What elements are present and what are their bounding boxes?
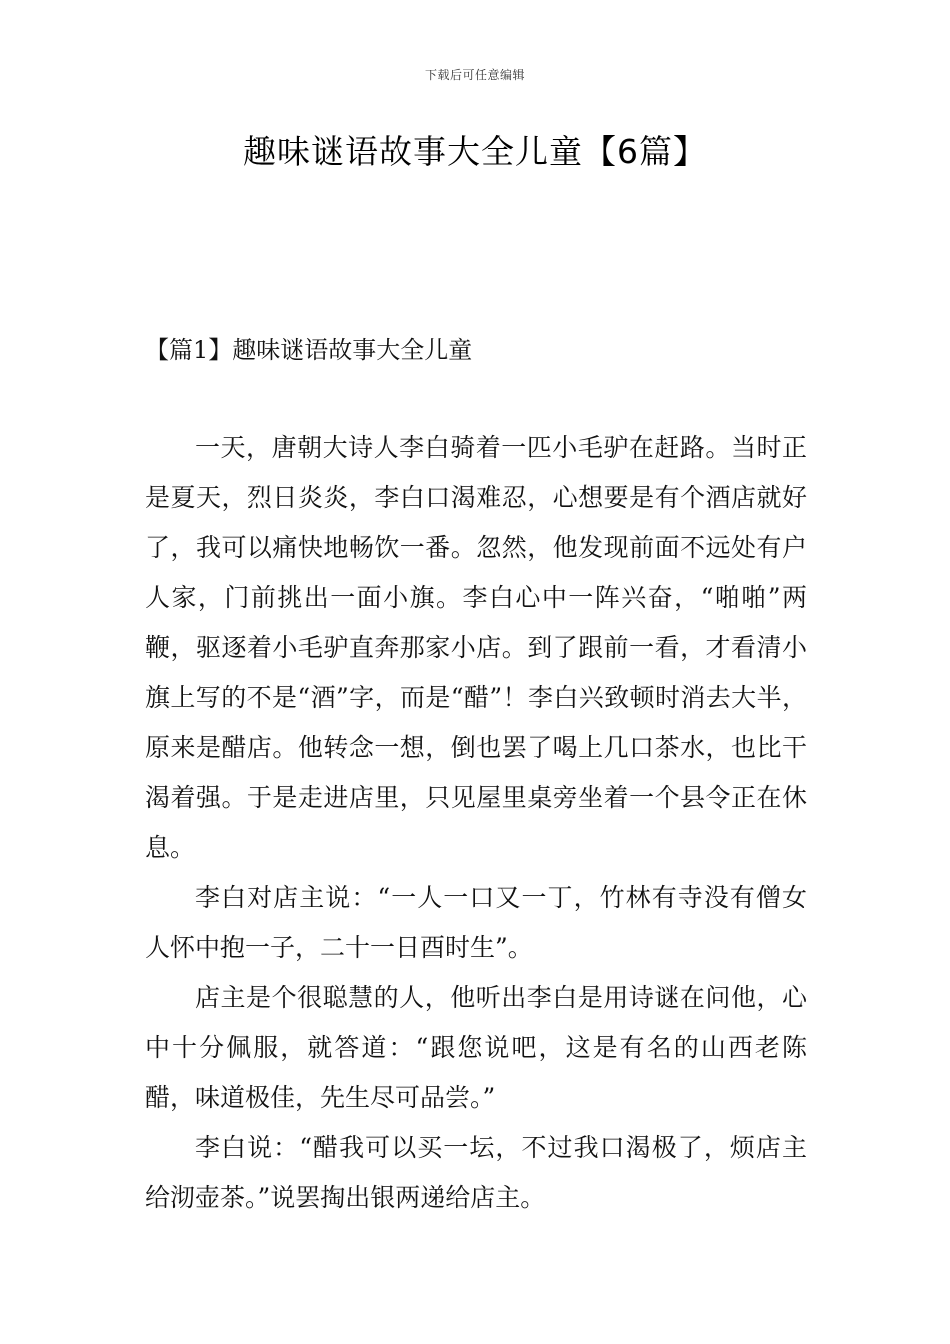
page-header-note: 下载后可任意编辑 xyxy=(424,68,525,82)
paragraph: 李白对店主说：“一人一口又一丁，竹林有寺没有僧女人怀中抱一子，二十一日酉时生”。 xyxy=(145,883,807,962)
paragraph: 一天，唐朝大诗人李白骑着一匹小毛驴在赶路。当时正是夏天，烈日炎炎，李白口渴难忍，心想要是有个酒店就好了，我可以痛快地畅饮一番。忽然，他发现前面不远处有户人家，门前挑出一面小旗。李白心中一阵兴奋，“啪啪”两鞭，驱逐着小毛驴直奔那家小店。到了跟前一看，才看清小旗上写的不是“酒”字，而是“醋”！李白兴致顿时消去大半，原来是醋店。他转念一想，倒也罢了喝上几口茶水，也比干渴着强。于是走进店里，只见屋里桌旁坐着一个县令正在休息。 xyxy=(145,433,807,862)
document-title: 趣味谜语故事大全儿童【6篇】 xyxy=(243,132,707,171)
paragraph: 李白说：“醋我可以买一坛，不过我口渴极了，烦店主给沏壶茶。”说罢掏出银两递给店主。 xyxy=(145,1133,807,1212)
document-body xyxy=(145,423,807,1223)
paragraph: 店主是个很聪慧的人，他听出李白是用诗谜在问他，心中十分佩服，就答道：“跟您说吧，这是有名的山西老陈醋，味道极佳，先生尽可品尝。” xyxy=(145,983,807,1112)
section-heading: 【篇1】趣味谜语故事大全儿童 xyxy=(145,336,473,364)
